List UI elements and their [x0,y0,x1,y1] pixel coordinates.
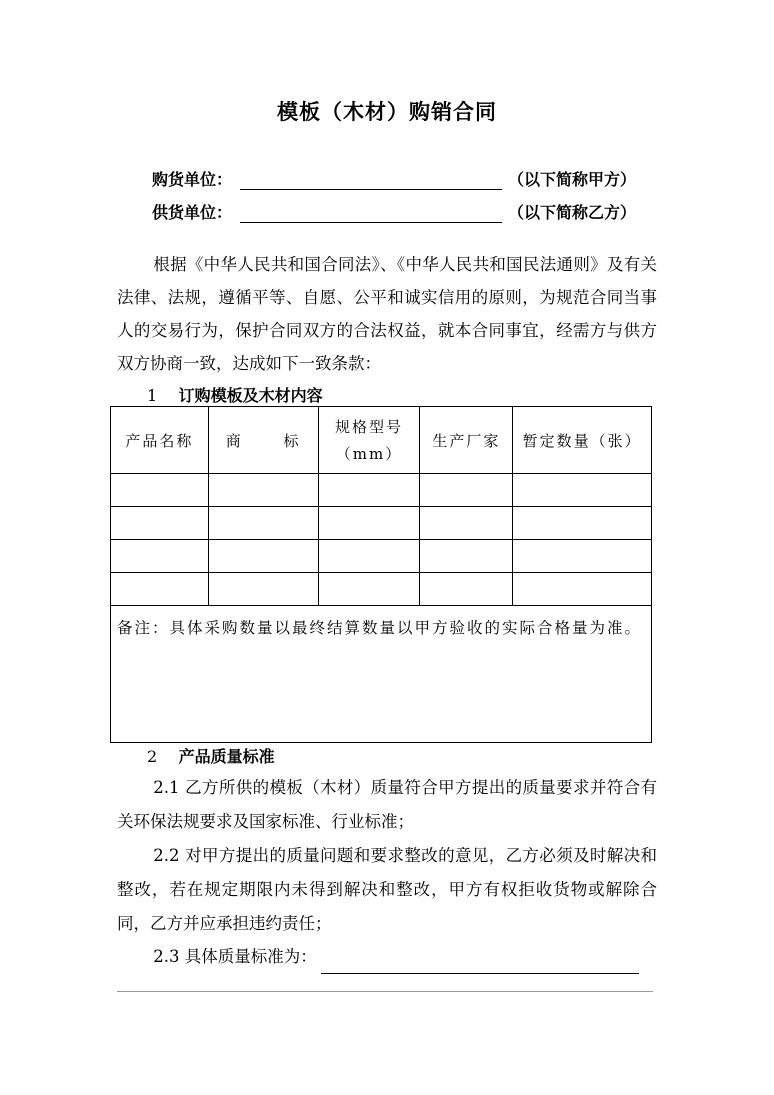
table-cell[interactable] [208,573,318,606]
section-2-title: 产品质量标准 [178,747,275,766]
header-spec-line1: 规格型号 [334,418,403,436]
page-footer-divider [117,991,653,992]
table-cell[interactable] [208,540,318,573]
table-row [111,540,652,573]
buyer-blank-line[interactable] [240,169,502,190]
seller-row [152,197,636,223]
table-cell[interactable] [111,507,209,540]
table-cell[interactable] [420,573,513,606]
preamble-paragraph: 根据《中华人民共和国合同法》、《中华人民共和国民法通则》及有关法律、法规，遵循平等、自愿、公平和诚实信用的原则，为规范合同当事人的交易行为，保护合同双方的合法权益，就本合同事宜，经需方与供方双方协商一致，达成如下一致条款： [117,255,657,373]
seller-blank-line[interactable] [240,202,502,223]
buyer-row [152,164,636,190]
header-spec-line2: （mm） [335,445,403,463]
buyer-alias: （以下简称甲方） [508,170,637,189]
table-cell[interactable] [420,540,513,573]
table-cell[interactable] [208,507,318,540]
table-cell[interactable] [111,474,209,507]
table-cell[interactable] [420,507,513,540]
quality-standard-blank-line[interactable] [321,953,639,974]
section-1-title: 订购模板及木材内容 [178,386,323,405]
table-cell[interactable] [513,507,652,540]
section-2-number: 2 [147,747,158,766]
header-product-name: 产品名称 [111,407,209,474]
section-2-heading [147,744,275,767]
header-brand: 商 标 [208,407,318,474]
table-cell[interactable] [318,474,420,507]
table-cell[interactable] [111,540,209,573]
table-cell[interactable] [420,474,513,507]
seller-alias: （以下简称乙方） [508,203,637,222]
order-table [110,406,652,743]
table-header-row [111,407,652,474]
table-cell[interactable] [513,474,652,507]
table-cell[interactable] [318,573,420,606]
table-cell[interactable] [318,507,420,540]
table-cell[interactable] [111,573,209,606]
table-cell[interactable] [318,540,420,573]
section-1-heading [147,383,323,406]
quality-clause-2-1: 2.1 乙方所供的模板（木材）质量符合甲方提出的质量要求并符合有关环保法规要求及国家标准、行业标准； [117,778,657,831]
table-cell[interactable] [208,474,318,507]
page-title: 模板（木材）购销合同 [277,100,497,124]
header-manufacturer: 生产厂家 [420,407,513,474]
header-spec [318,407,420,474]
quality-clause-2-2: 2.2 对甲方提出的质量问题和要求整改的意见，乙方必须及时解决和整改，若在规定期限内未得到解决和整改，甲方有权拒收货物或解除合同，乙方并应承担违约责任； [117,846,657,933]
table-row [111,474,652,507]
header-quantity: 暂定数量（张） [513,407,652,474]
quality-clause-2-3 [117,940,657,974]
table-cell[interactable] [513,573,652,606]
buyer-label: 购货单位： [152,170,233,189]
table-row [111,573,652,606]
table-cell[interactable] [513,540,652,573]
table-row [111,507,652,540]
table-note: 备注：具体采购数量以最终结算数量以甲方验收的实际合格量为准。 [111,606,652,743]
seller-label: 供货单位： [152,203,233,222]
quality-clause-2-3-label: 2.3 具体质量标准为： [153,947,317,966]
section-1-number: 1 [147,386,158,405]
table-note-row [111,606,652,743]
